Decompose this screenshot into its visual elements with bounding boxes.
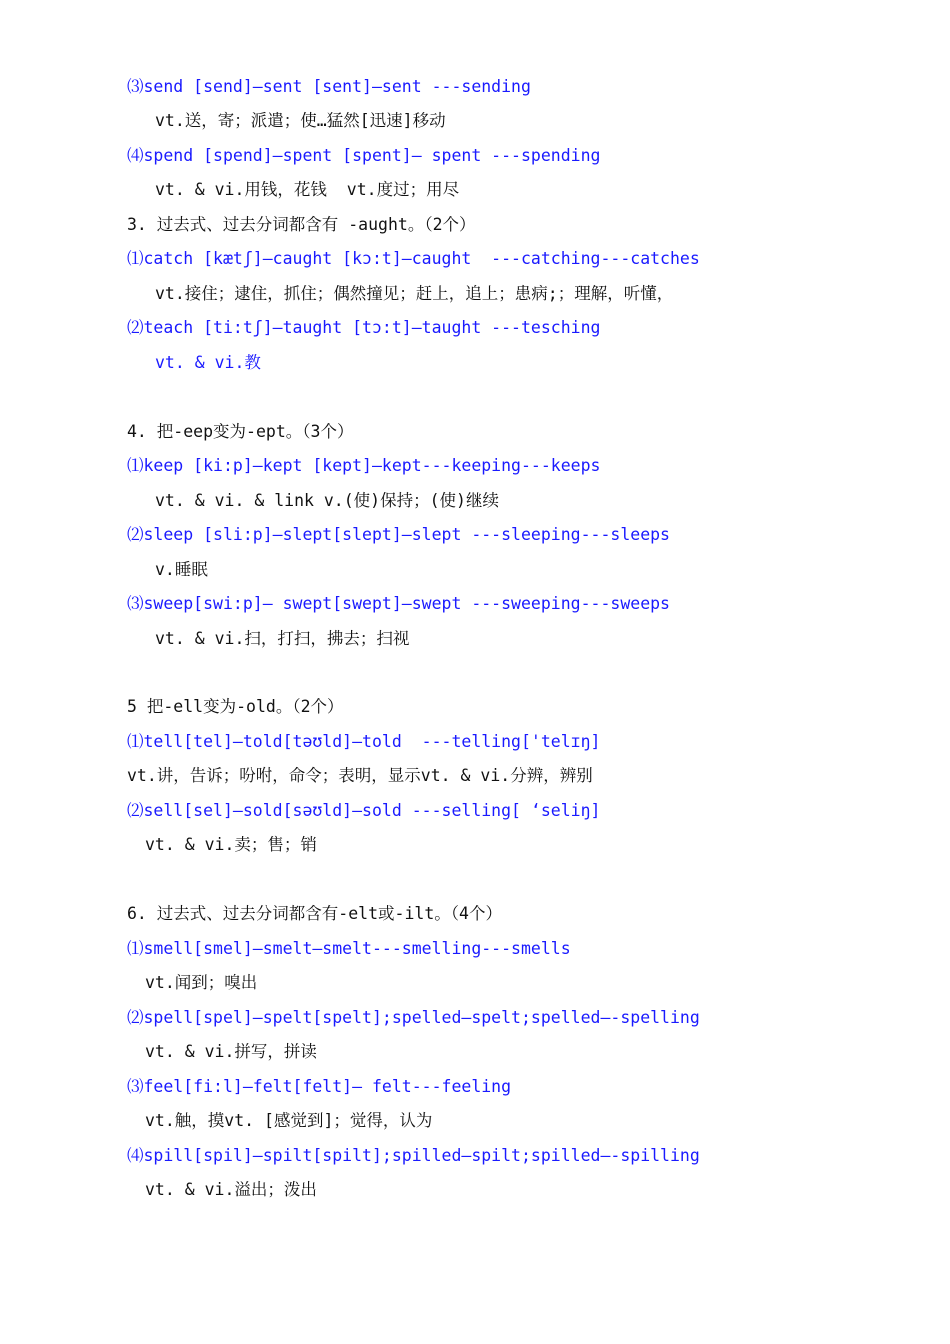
definition-spell: vt. & vi.拼写，拼读 — [145, 1042, 317, 1061]
entry-sell: ⑵sell[sel]—sold[səʊld]—sold ---selling[ ‘seliŋ] — [127, 801, 601, 820]
definition-feel: vt.触，摸vt. [感觉到]；觉得，认为 — [145, 1111, 433, 1130]
entry-sleep: ⑵sleep [sli:p]—slept[slept]—slept ---sleeping---sleeps — [127, 525, 670, 544]
entry-catch: ⑴catch [kætʃ]—caught [kɔ:t]—caught ---catching---catches — [127, 249, 700, 268]
definition-keep: vt. & vi. & link v.(使)保持；(使)继续 — [155, 491, 499, 510]
entry-send: ⑶send [send]—sent [sent]—sent ---sending — [127, 77, 531, 96]
entry-tell: ⑴tell[tel]—told[təʊld]—told ---telling['telɪŋ] — [127, 732, 601, 751]
definition-catch: vt.接住；逮住，抓住；偶然撞见；赶上，追上；患病;；理解，听懂， — [155, 284, 674, 303]
definition-tell: vt.讲，告诉；吩咐，命令；表明，显示vt. & vi.分辨，辨别 — [127, 766, 593, 785]
definition-send: vt.送，寄；派遣；使…猛然[迅速]移动 — [155, 111, 446, 130]
section-heading-5: 5 把-ell变为-old。（2个） — [127, 697, 344, 716]
definition-spend: vt. & vi.用钱，花钱 vt.度过；用尽 — [155, 180, 460, 199]
definition-teach: vt. & vi.教 — [155, 353, 261, 372]
entry-feel: ⑶feel[fi:l]—felt[felt]— felt---feeling — [127, 1077, 512, 1096]
entry-teach: ⑵teach [ti:tʃ]—taught [tɔ:t]—taught ---tesching — [127, 318, 601, 337]
definition-spill: vt. & vi.溢出；泼出 — [145, 1180, 317, 1199]
definition-sweep: vt. & vi.扫，打扫，拂去；扫视 — [155, 629, 410, 648]
section-heading-3: 3. 过去式、过去分词都含有 -aught。（2个） — [127, 215, 476, 234]
entry-spill: ⑷spill[spil]—spilt[spilt];spilled—spilt;spilled—-spilling — [127, 1146, 700, 1165]
entry-spell: ⑵spell[spel]—spelt[spelt];spelled—spelt;spelled—-spelling — [127, 1008, 700, 1027]
entry-spend: ⑷spend [spend]—spent [spent]— spent ---spending — [127, 146, 601, 165]
entry-sweep: ⑶sweep[swi:p]— swept[swept]—swept ---sweeping---sweeps — [127, 594, 670, 613]
entry-keep: ⑴keep [ki:p]—kept [kept]—kept---keeping---keeps — [127, 456, 601, 475]
definition-smell: vt.闻到；嗅出 — [145, 973, 258, 992]
definition-sell: vt. & vi.卖；售；销 — [145, 835, 317, 854]
section-heading-4: 4. 把-eep变为-ept。（3个） — [127, 422, 354, 441]
definition-sleep: v.睡眠 — [155, 560, 208, 579]
section-heading-6: 6. 过去式、过去分词都含有-elt或-ilt。（4个） — [127, 904, 502, 923]
entry-smell: ⑴smell[smel]—smelt—smelt---smelling---smells — [127, 939, 571, 958]
